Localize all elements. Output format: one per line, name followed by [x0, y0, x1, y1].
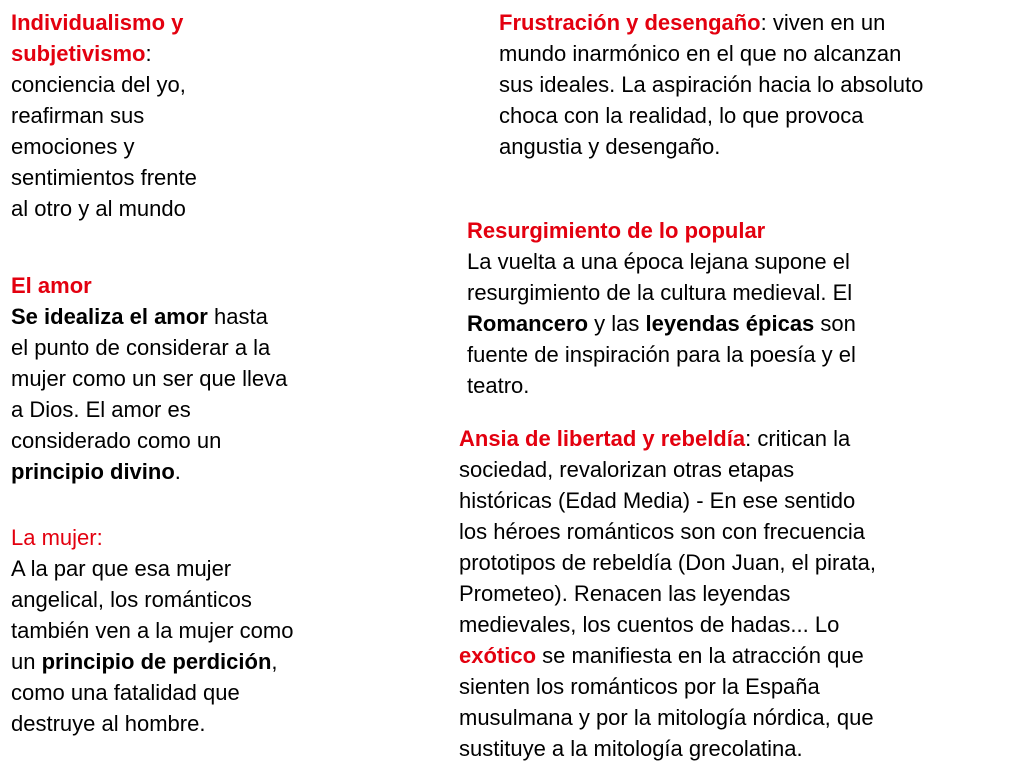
- amor-period: .: [174, 459, 181, 484]
- ansia-text-line: musulmana y por la mitología nórdica, que: [459, 705, 874, 730]
- frustracion-text-line: choca con la realidad, lo que provoca: [499, 103, 864, 128]
- individualismo-text-line: emociones y: [11, 134, 135, 159]
- mujer-text-line: también ven a la mujer como: [11, 618, 294, 643]
- ansia-text-line: sustituye a la mitología grecolatina.: [459, 736, 803, 761]
- section-amor: [11, 270, 351, 487]
- ansia-line1-rest: : critican la: [745, 426, 851, 451]
- section-resurgimiento: [467, 215, 967, 401]
- resurgimiento-line3-post: son: [814, 311, 856, 336]
- ansia-text-line: medievales, los cuentos de hadas... Lo: [459, 612, 840, 637]
- resurgimiento-text-line: fuente de inspiración para la poesía y el: [467, 342, 856, 367]
- resurgimiento-title: Resurgimiento de lo popular: [467, 218, 766, 243]
- resurgimiento-line3-mid: y las: [588, 311, 646, 336]
- individualismo-title-word: subjetivismo: [11, 41, 146, 66]
- frustracion-text-line: [499, 7, 1009, 38]
- mujer-principio-perdicion: principio de perdición: [41, 649, 272, 674]
- mujer-text-line: destruye al hombre.: [11, 711, 206, 736]
- individualismo-title-line1: Individualismo y: [11, 10, 184, 35]
- individualismo-text-line: sentimientos frente: [11, 165, 197, 190]
- mujer-text-line: como una fatalidad que: [11, 680, 240, 705]
- mujer-line4-pre: un: [11, 649, 42, 674]
- amor-text-line: mujer como un ser que lleva: [11, 366, 288, 391]
- resurgimiento-text-line: teatro.: [467, 373, 530, 398]
- resurgimiento-text-line: [467, 308, 967, 339]
- amor-text-line: [11, 301, 351, 332]
- frustracion-title: Frustración y desengaño: [499, 10, 761, 35]
- frustracion-text-line: angustia y desengaño.: [499, 134, 721, 159]
- individualismo-text-line: reafirman sus: [11, 103, 145, 128]
- amor-text-line: a Dios. El amor es: [11, 397, 191, 422]
- resurgimiento-leyendas-epicas: leyendas épicas: [645, 311, 815, 336]
- amor-text-line: considerado como un: [11, 428, 222, 453]
- frustracion-line1-rest: : viven en un: [760, 10, 886, 35]
- amor-principio-divino: principio divino: [11, 459, 175, 484]
- ansia-text-line: prototipos de rebeldía (Don Juan, el pirata,: [459, 550, 877, 575]
- ansia-text-line: [459, 640, 979, 671]
- section-mujer: [11, 522, 361, 739]
- ansia-text-line: sociedad, revalorizan otras etapas: [459, 457, 795, 482]
- mujer-text-line: [11, 646, 361, 677]
- resurgimiento-text-line: La vuelta a una época lejana supone el: [467, 249, 850, 274]
- mujer-line4-post: ,: [271, 649, 278, 674]
- ansia-text-line: históricas (Edad Media) - En ese sentido: [459, 488, 856, 513]
- section-ansia: [459, 423, 979, 764]
- resurgimiento-text-line: resurgimiento de la cultura medieval. El: [467, 280, 853, 305]
- ansia-line8-rest: se manifiesta en la atracción que: [536, 643, 864, 668]
- section-individualismo: [11, 7, 261, 224]
- ansia-title: Ansia de libertad y rebeldía: [459, 426, 746, 451]
- resurgimiento-romancero: Romancero: [467, 311, 589, 336]
- mujer-title: La mujer:: [11, 525, 103, 550]
- amor-title: El amor: [11, 273, 92, 298]
- frustracion-text-line: mundo inarmónico en el que no alcanzan: [499, 41, 902, 66]
- ansia-text-line: Prometeo). Renacen las leyendas: [459, 581, 791, 606]
- mujer-text-line: A la par que esa mujer: [11, 556, 232, 581]
- amor-bold-phrase: Se idealiza el amor: [11, 304, 208, 329]
- amor-line1-rest: hasta: [207, 304, 268, 329]
- individualismo-text-line: conciencia del yo,: [11, 72, 186, 97]
- ansia-text-line: [459, 423, 979, 454]
- ansia-text-line: los héroes románticos son con frecuencia: [459, 519, 865, 544]
- individualismo-title-line2: [11, 38, 261, 69]
- individualismo-text-line: al otro y al mundo: [11, 196, 186, 221]
- individualismo-colon: :: [145, 41, 152, 66]
- mujer-text-line: angelical, los románticos: [11, 587, 252, 612]
- frustracion-text-line: sus ideales. La aspiración hacia lo absoluto: [499, 72, 924, 97]
- amor-text-line: [11, 456, 351, 487]
- ansia-exotico: exótico: [459, 643, 537, 668]
- section-frustracion: [499, 7, 1009, 162]
- ansia-text-line: sienten los románticos por la España: [459, 674, 820, 699]
- amor-text-line: el punto de considerar a la: [11, 335, 271, 360]
